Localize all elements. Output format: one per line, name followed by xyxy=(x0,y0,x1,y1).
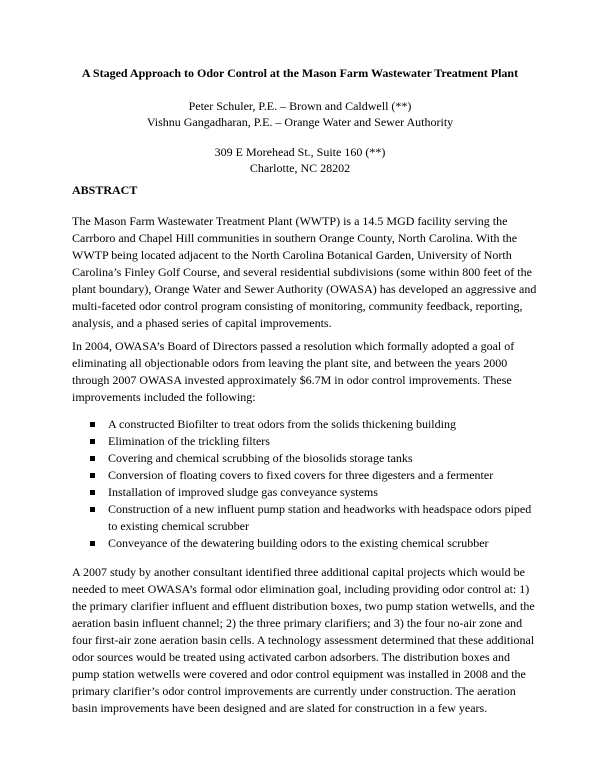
list-item-text: Conveyance of the dewatering building odors to the existing chemical scrubber xyxy=(108,536,489,550)
bullet-square-icon xyxy=(90,490,95,495)
abstract-paragraph-2 xyxy=(72,338,542,406)
improvements-list xyxy=(90,416,550,552)
abstract-heading: ABSTRACT xyxy=(72,183,138,197)
bullet-square-icon xyxy=(90,422,95,427)
list-item xyxy=(90,484,550,501)
bullet-square-icon xyxy=(90,456,95,461)
abstract-paragraph-3 xyxy=(72,564,542,717)
list-item-text: Installation of improved sludge gas conveyance systems xyxy=(108,485,378,499)
list-item xyxy=(90,535,550,552)
bullet-square-icon xyxy=(90,439,95,444)
list-item xyxy=(90,467,550,484)
text-line: eliminating all objectionable odors from leaving the plant site, and between the years 2000 xyxy=(72,356,508,370)
text-line: A 2007 study by another consultant identified three additional capital projects which would be xyxy=(72,565,525,579)
text-line: improvements included the following: xyxy=(72,390,256,404)
list-item-text: A constructed Biofilter to treat odors from the solids thickening building xyxy=(108,417,456,431)
text-line: basin improvements have been designed and are slated for construction in a few years. xyxy=(72,701,488,715)
list-item xyxy=(90,501,550,535)
list-item xyxy=(90,450,550,467)
bullet-square-icon xyxy=(90,507,95,512)
text-line: WWTP being located adjacent to the North Carolina Botanical Garden, University of North xyxy=(72,248,512,262)
author-line: Peter Schuler, P.E. – Brown and Caldwell (**) xyxy=(188,99,412,113)
list-item-text: Conversion of floating covers to fixed covers for three digesters and a fermenter xyxy=(108,468,494,482)
text-line: odor sources would be treated using activated carbon adsorbers. The distribution boxes and xyxy=(72,650,510,664)
text-line: plant boundary), Orange Water and Sewer Authority (OWASA) has developed an aggressive and xyxy=(72,282,537,296)
text-line: needed to meet OWASA’s formal odor elimination goal, including providing odor control at: 1) xyxy=(72,582,530,596)
text-line: primary clarifier’s odor control improvements are currently under construction. The aeration xyxy=(72,684,516,698)
text-line: The Mason Farm Wastewater Treatment Plant (WWTP) is a 14.5 MGD facility serving the xyxy=(72,214,508,228)
text-line: pump station wetwells were covered and odor control equipment was installed in 2008 and the xyxy=(72,667,526,681)
paper-title: A Staged Approach to Odor Control at the Mason Farm Wastewater Treatment Plant xyxy=(81,66,519,80)
author-line: Vishnu Gangadharan, P.E. – Orange Water and Sewer Authority xyxy=(146,115,454,129)
address-line: 309 E Morehead St., Suite 160 (**) xyxy=(214,145,386,159)
list-item xyxy=(90,433,550,450)
text-line: analysis, and a phased series of capital improvements. xyxy=(72,316,332,330)
bullet-square-icon xyxy=(90,541,95,546)
address-line: Charlotte, NC 28202 xyxy=(249,161,351,175)
bullet-square-icon xyxy=(90,473,95,478)
text-line: Carrboro and Chapel Hill communities in southern Orange County, North Carolina. With the xyxy=(72,231,518,245)
text-line: multi-faceted odor control program consisting of monitoring, community feedback, reporting, xyxy=(72,299,523,313)
list-item-text: Construction of a new influent pump station and headworks with headspace odors piped xyxy=(108,502,532,516)
list-item-text: Elimination of the trickling filters xyxy=(108,434,270,448)
list-item-text: Covering and chemical scrubbing of the biosolids storage tanks xyxy=(108,451,413,465)
abstract-paragraph-1 xyxy=(72,213,542,332)
list-item xyxy=(90,416,550,433)
text-line: Carolina’s Finley Golf Course, and several residential subdivisions (some within 800 feet of the xyxy=(72,265,532,279)
text-line: through 2007 OWASA invested approximately $6.7M in odor control improvements. These xyxy=(72,373,512,387)
text-line: In 2004, OWASA’s Board of Directors passed a resolution which formally adopted a goal of xyxy=(72,339,515,353)
text-line: aeration basin influent channel; 2) the three primary clarifiers; and 3) the four no-air zone and xyxy=(72,616,523,630)
text-line: the primary clarifier influent and effluent distribution boxes, two pump station wetwells, and the xyxy=(72,599,535,613)
list-item-text: to existing chemical scrubber xyxy=(108,519,249,533)
text-line: four first-air zone aeration basin cells. A technology assessment determined that these additional xyxy=(72,633,535,647)
